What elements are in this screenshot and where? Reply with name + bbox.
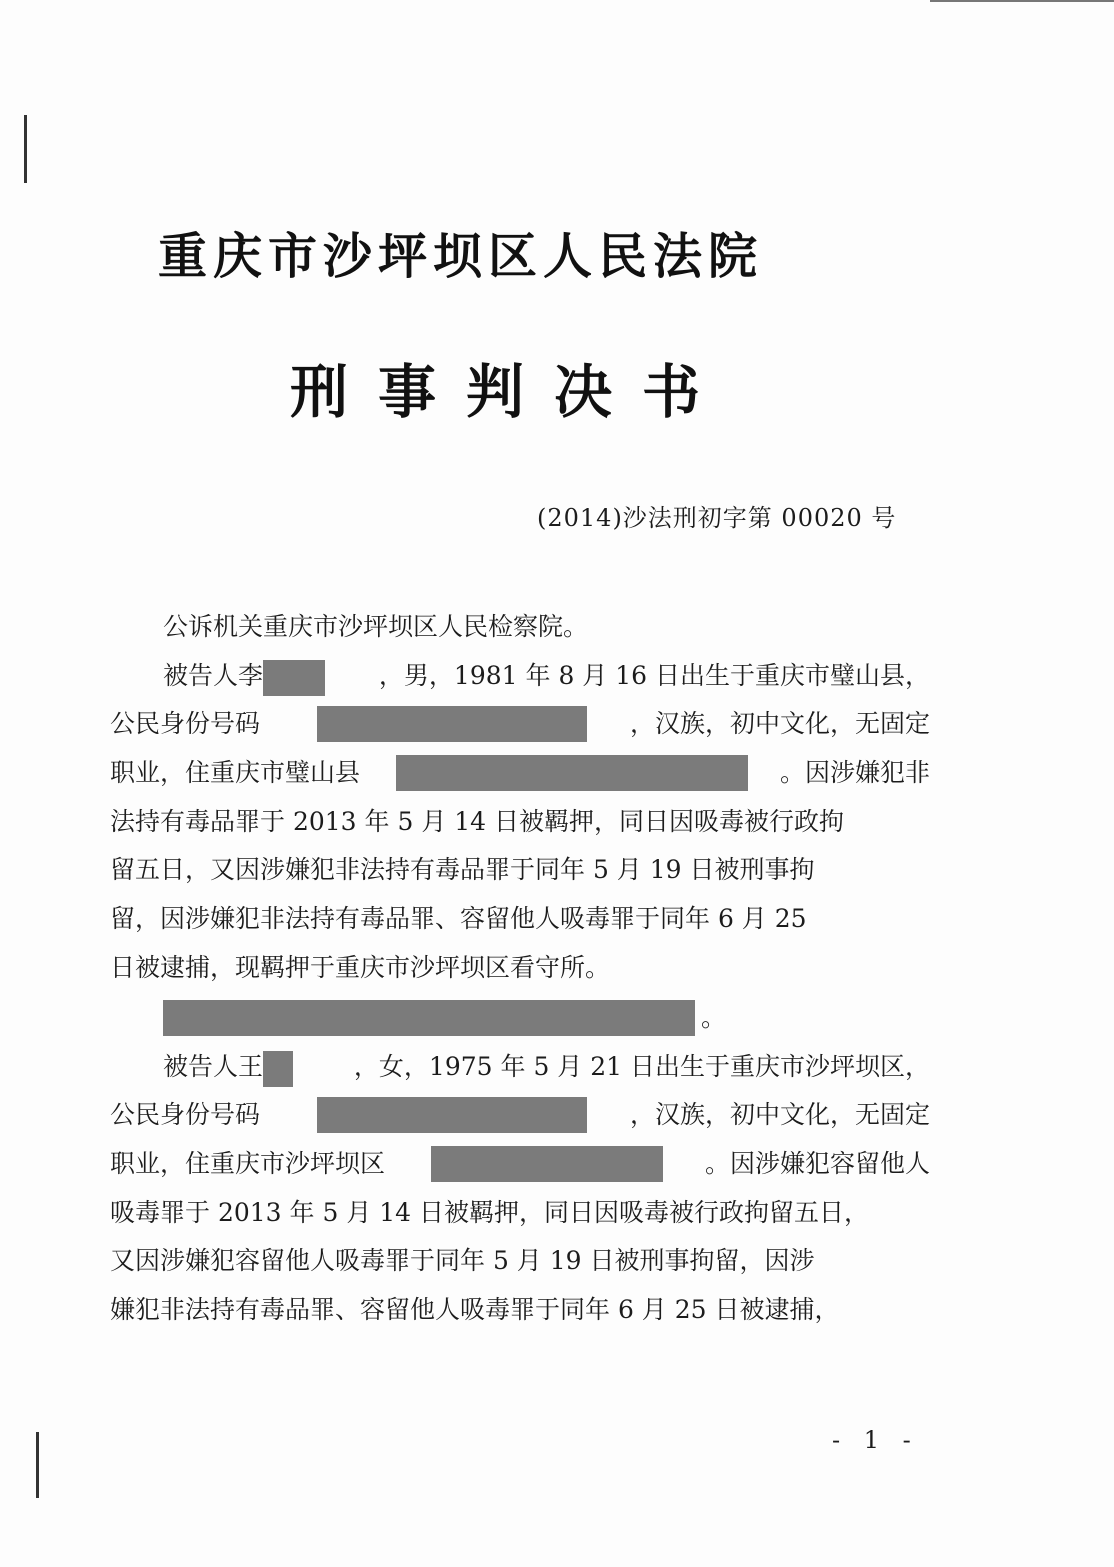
- redaction-full-line: [163, 1000, 695, 1036]
- defendant-1-text-6: 留，因涉嫌犯非法持有毒品罪、容留他人吸毒罪于同年 6 月 25: [110, 904, 807, 933]
- defendant-1-intro: 被告人李: [163, 661, 264, 690]
- defendant-1-address-label: 职业，住重庆市璧山县: [110, 758, 361, 787]
- prosecutor-line: [163, 603, 930, 651]
- defendant-2-charge-start: 。因涉嫌犯容留他人: [704, 1149, 930, 1178]
- defendant-2-birth: ，女，1975 年 5 月 21 日出生于重庆市沙坪坝区，: [353, 1052, 930, 1081]
- defendant-2-line-5: [110, 1237, 930, 1285]
- defendant-2-ethnicity: ，汉族，初中文化，无固定: [629, 1100, 930, 1129]
- document-title: 刑事判决书: [290, 358, 731, 426]
- defendant-2-line-2: [110, 1091, 930, 1139]
- defendant-1-line-1: [163, 652, 930, 700]
- binding-mark-top: [24, 115, 27, 183]
- defendant-2-line-1: [163, 1043, 930, 1091]
- defendant-1-line-7: [110, 944, 930, 992]
- prosecutor-text: 公诉机关重庆市沙坪坝区人民检察院。: [163, 612, 589, 641]
- defendant-1-charge-start: 。因涉嫌犯非: [779, 758, 930, 787]
- redaction-id-number: [317, 1097, 587, 1133]
- redacted-line-period: 。: [701, 1003, 727, 1032]
- defendant-1-ethnicity: ，汉族，初中文化，无固定: [629, 709, 930, 738]
- redaction-address: [396, 755, 748, 791]
- defendant-1-line-3: [110, 749, 930, 797]
- defendant-1-birth: ，男，1981 年 8 月 16 日出生于重庆市璧山县，: [378, 661, 930, 690]
- defendant-1-text-5: 留五日，又因涉嫌犯非法持有毒品罪于同年 5 月 19 日被刑事拘: [110, 855, 815, 884]
- defendant-1-line-2: [110, 700, 930, 748]
- court-title: 重庆市沙坪坝区人民法院: [158, 228, 764, 285]
- defendant-2-line-3: [110, 1140, 930, 1188]
- id-label: 公民身份号码: [110, 1100, 261, 1129]
- defendant-2-address-label: 职业，住重庆市沙坪坝区: [110, 1149, 386, 1178]
- defendant-1-line-5: [110, 846, 930, 894]
- defendant-2-text-4: 吸毒罪于 2013 年 5 月 14 日被羁押，同日因吸毒被行政拘留五日，: [110, 1198, 870, 1227]
- defendant-1-text-7: 日被逮捕，现羁押于重庆市沙坪坝区看守所。: [110, 953, 611, 982]
- case-number: (2014)沙法刑初字第 00020 号: [537, 504, 897, 532]
- defendant-2-line-6: [110, 1286, 930, 1334]
- defendant-2-text-5: 又因涉嫌犯容留他人吸毒罪于同年 5 月 19 日被刑事拘留，因涉: [110, 1246, 815, 1275]
- page-number: - 1 -: [832, 1426, 919, 1454]
- defendant-2-intro: 被告人王: [163, 1052, 264, 1081]
- defendant-1-text-4: 法持有毒品罪于 2013 年 5 月 14 日被羁押，同日因吸毒被行政拘: [110, 807, 845, 836]
- redacted-line: [163, 994, 930, 1042]
- defendant-1-line-4: [110, 798, 930, 846]
- redaction-name: [263, 660, 325, 696]
- redaction-id-number: [317, 706, 587, 742]
- id-label: 公民身份号码: [110, 709, 261, 738]
- defendant-1-line-6: [110, 895, 930, 943]
- binding-mark-bottom: [36, 1432, 39, 1498]
- defendant-2-text-6: 嫌犯非法持有毒品罪、容留他人吸毒罪于同年 6 月 25 日被逮捕，: [110, 1295, 840, 1324]
- redaction-address: [431, 1146, 663, 1182]
- redaction-name: [263, 1051, 293, 1087]
- defendant-2-line-4: [110, 1189, 930, 1237]
- scan-edge: [930, 0, 1114, 2]
